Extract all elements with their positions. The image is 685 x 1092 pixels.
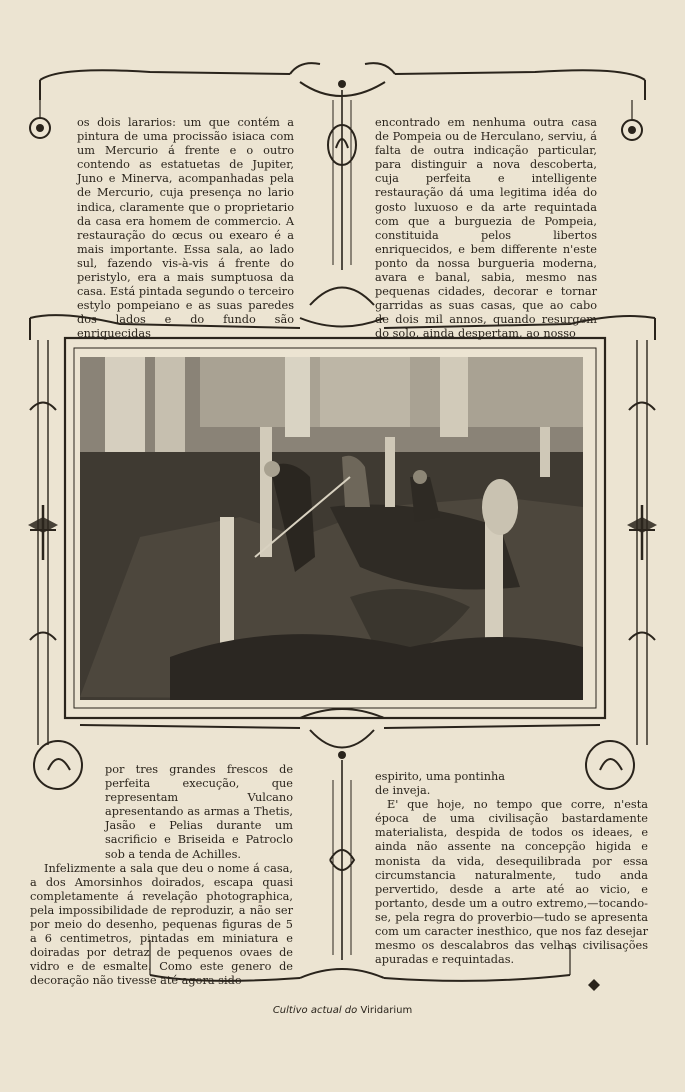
caption-text: Cultivo actual do: [272, 1005, 358, 1016]
top-left-column: [77, 116, 294, 342]
photo-caption: [0, 1005, 685, 1016]
top-right-column: [375, 116, 597, 342]
bottom-right-paragraph-1: espirito, uma pontinha de inveja.: [375, 770, 505, 798]
bottom-right-column: [375, 770, 648, 967]
caption-viridarium: Viridarium: [360, 1005, 413, 1016]
bottom-left-paragraph-2: Infelizmente a sala que deu o nome á casa, a dos Amorsinhos doirados, escapa quasi completamente á revelação photographica, pela impossibilidade de reproduzir, a não ser por meio do desenho, pequenas figuras de 5 a 6 centimetros, pintadas em miniatura e doiradas por detraz de pequenos ovaes de vidro e de esmalte. Como este genero de decoração não tivesse até agora sido: [30, 861, 293, 988]
garden-photograph: [80, 357, 583, 700]
bottom-left-column: [30, 763, 293, 989]
bottom-left-paragraph-1: por tres grandes frescos de perfeita execução, que representam Vulcano apresentando as armas a Thetis, Jasão e Pelias durante um sacrificio e Briseida e Patroclo sob a tenda de Achilles.: [105, 763, 293, 861]
photo-illustration: [80, 357, 583, 700]
bottom-right-paragraph-2: E' que hoje, no tempo que corre, n'esta época de uma civilisação bastardamente materialista, despida de todos os ideaes, e ainda não assente na concepção higida e monista da vida, desequilibrada por essa circumstancia naturalmente, tudo anda pervertido, desde a arte até ao vicio, e portanto, desde um a outro extremo,—tocando-se, pela regra do proverbio—tudo se apresenta com um caracter inesthico, que nos faz desejar mesmo os descalabros das velhas civilisações apuradas e requintadas.: [375, 798, 648, 967]
top-right-paragraph: encontrado em nenhuma outra casa de Pompeia ou de Herculano, serviu, á falta de outra indicação particular, para distinguir a nova descoberta, cuja perfeita e intelligente restauração dá uma legitima idéa do gosto luxuoso e da arte requintada com que a burguezia de Pompeia, constituida pelos libertos enriquecidos, e bem differente n'este ponto da nossa burgueria moderna, avara e banal, sabia, mesmo nas pequenas cidades, decorar e tornar garridas as suas casas, que ao cabo de dois mil annos, quando resurgem do solo, ainda despertam, ao nosso: [375, 116, 597, 341]
top-left-paragraph: os dois lararios: um que contém a pintura de uma procissão isiaca com um Mercurio á frente e o outro contendo as estatuetas de Jupiter, Juno e Minerva, acompanhadas pela de Mercurio, cuja presença no lario indica, claramente que o proprietario da casa era homem de commercio. A restauração do œcus ou exearo é a mais importante. Essa sala, ao lado sul, fazendo vis-à-vis á frente do peristylo, era a mais sumptuosa da casa. Está pintada segundo o terceiro estylo pompeiano e as suas paredes dos lados e do fundo são enriquecidas: [77, 116, 294, 341]
